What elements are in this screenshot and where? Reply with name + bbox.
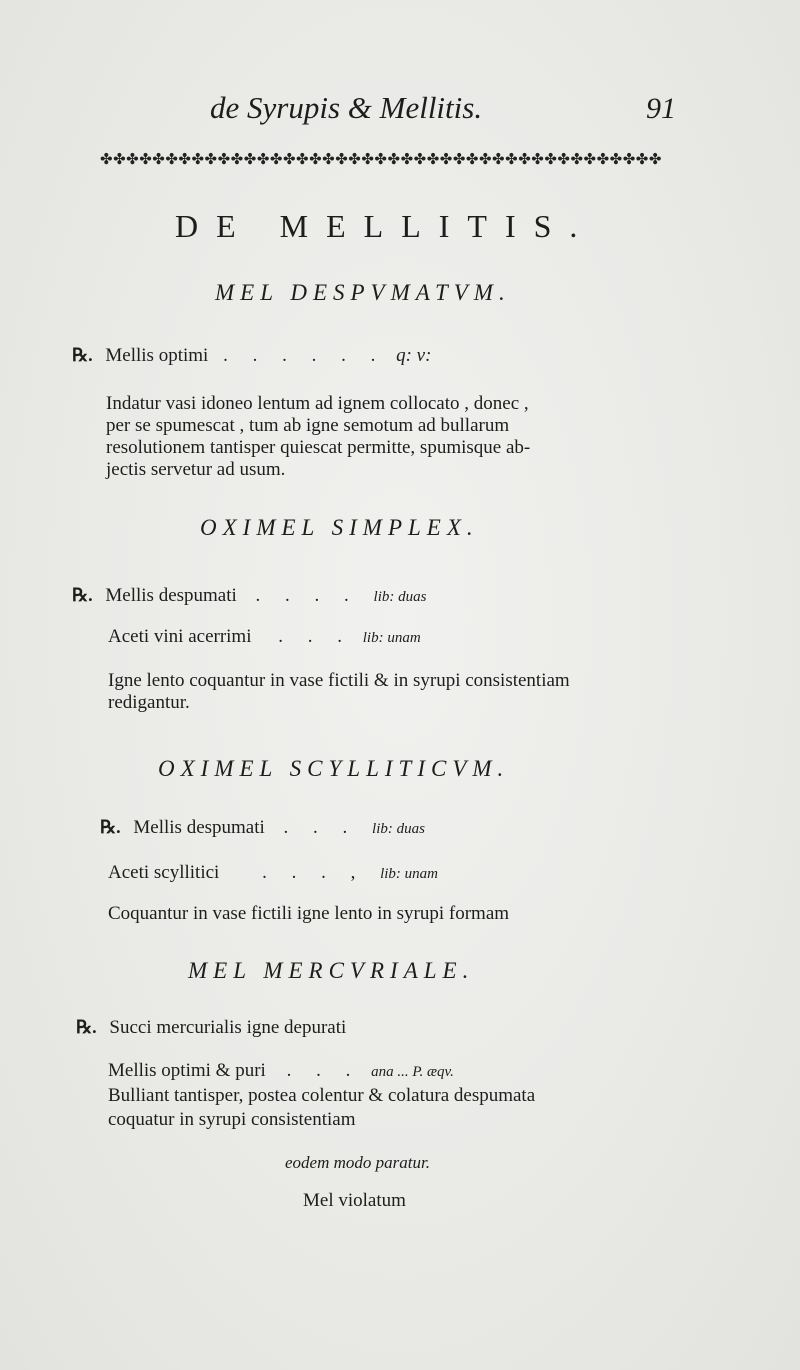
recipe-heading-oximel-simplex: OXIMEL SIMPLEX. <box>200 515 479 540</box>
leader-dots: . . . <box>283 817 358 838</box>
text-line: per se spumescat , tum ab igne semotum ad bullarum <box>106 415 510 436</box>
leader-dots: . . . . . . <box>223 345 386 366</box>
ingredient-name: Mellis despumati <box>133 817 265 838</box>
leader-dots: . . . . <box>255 585 359 606</box>
section-title: DE MELLITIS. <box>175 208 596 244</box>
ingredient-quantity: lib: unam <box>362 630 421 646</box>
recipe-heading-oximel-scylliticum: OXIMEL SCYLLITICVM. <box>158 756 510 781</box>
ornament-border: ✤✤✤✤✤✤✤✤✤✤✤✤✤✤✤✤✤✤✤✤✤✤✤✤✤✤✤✤✤✤✤✤✤✤✤✤✤✤✤✤✤✤✤ <box>100 152 662 168</box>
recipe-symbol: ℞. <box>76 1017 97 1037</box>
note-text: eodem modo paratur. <box>285 1153 430 1172</box>
ingredient-line <box>108 862 438 884</box>
recipe-heading-mel-mercuriale: MEL MERCVRIALE. <box>188 958 475 983</box>
ingredient-quantity: q: v: <box>396 345 432 366</box>
ingredient-line <box>108 1060 454 1082</box>
leader-dots: . . . , <box>262 862 366 883</box>
ingredient-name: Mellis optimi <box>105 345 209 366</box>
ingredient-quantity: lib: duas <box>372 821 425 837</box>
ingredient-quantity: ana ... P. æqv. <box>371 1064 454 1080</box>
ingredient-line <box>72 345 431 367</box>
ingredient-quantity: lib: duas <box>373 589 427 605</box>
leader-dots: . . . <box>286 1060 361 1081</box>
ingredient-name: Aceti scyllitici <box>108 862 220 883</box>
ingredient-name: Mellis optimi & puri <box>108 1060 266 1081</box>
ingredient-line <box>72 585 426 607</box>
text-line: Igne lento coquantur in vase fictili & in syrupi consistentiam <box>108 670 570 691</box>
ingredient-line <box>76 1017 346 1039</box>
ingredient-name: Aceti vini acerrimi <box>108 626 252 647</box>
recipe-heading-mel-despumatum: MEL DESPVMATVM. <box>215 280 511 305</box>
leader-dots: . . . <box>278 626 352 647</box>
text-line: Bulliant tantisper, postea colentur & colatura despumata <box>108 1085 536 1106</box>
text-line: jectis servetur ad usum. <box>106 459 286 480</box>
ingredient-line <box>100 817 425 839</box>
text-line: redigantur. <box>108 692 190 713</box>
ingredient-line <box>108 626 421 648</box>
recipe-symbol: ℞. <box>72 345 93 365</box>
text-line: Coquantur in vase fictili igne lento in syrupi formam <box>108 903 510 924</box>
ingredient-name: Mellis despumati <box>105 585 237 606</box>
page-number: 91 <box>646 92 676 125</box>
recipe-symbol: ℞. <box>100 817 121 837</box>
catchword: Mel violatum <box>303 1190 406 1211</box>
text-line: resolutionem tantisper quiescat permitte, spumisque ab- <box>106 437 531 458</box>
ingredient-name: Succi mercurialis igne depurati <box>109 1017 347 1038</box>
running-title: de Syrupis & Mellitis. <box>210 90 483 125</box>
ingredient-quantity: lib: unam <box>380 866 438 882</box>
text-line: coquatur in syrupi consistentiam <box>108 1109 356 1130</box>
recipe-symbol: ℞. <box>72 585 93 605</box>
text-line: Indatur vasi idoneo lentum ad ignem collocato , donec , <box>106 393 529 414</box>
